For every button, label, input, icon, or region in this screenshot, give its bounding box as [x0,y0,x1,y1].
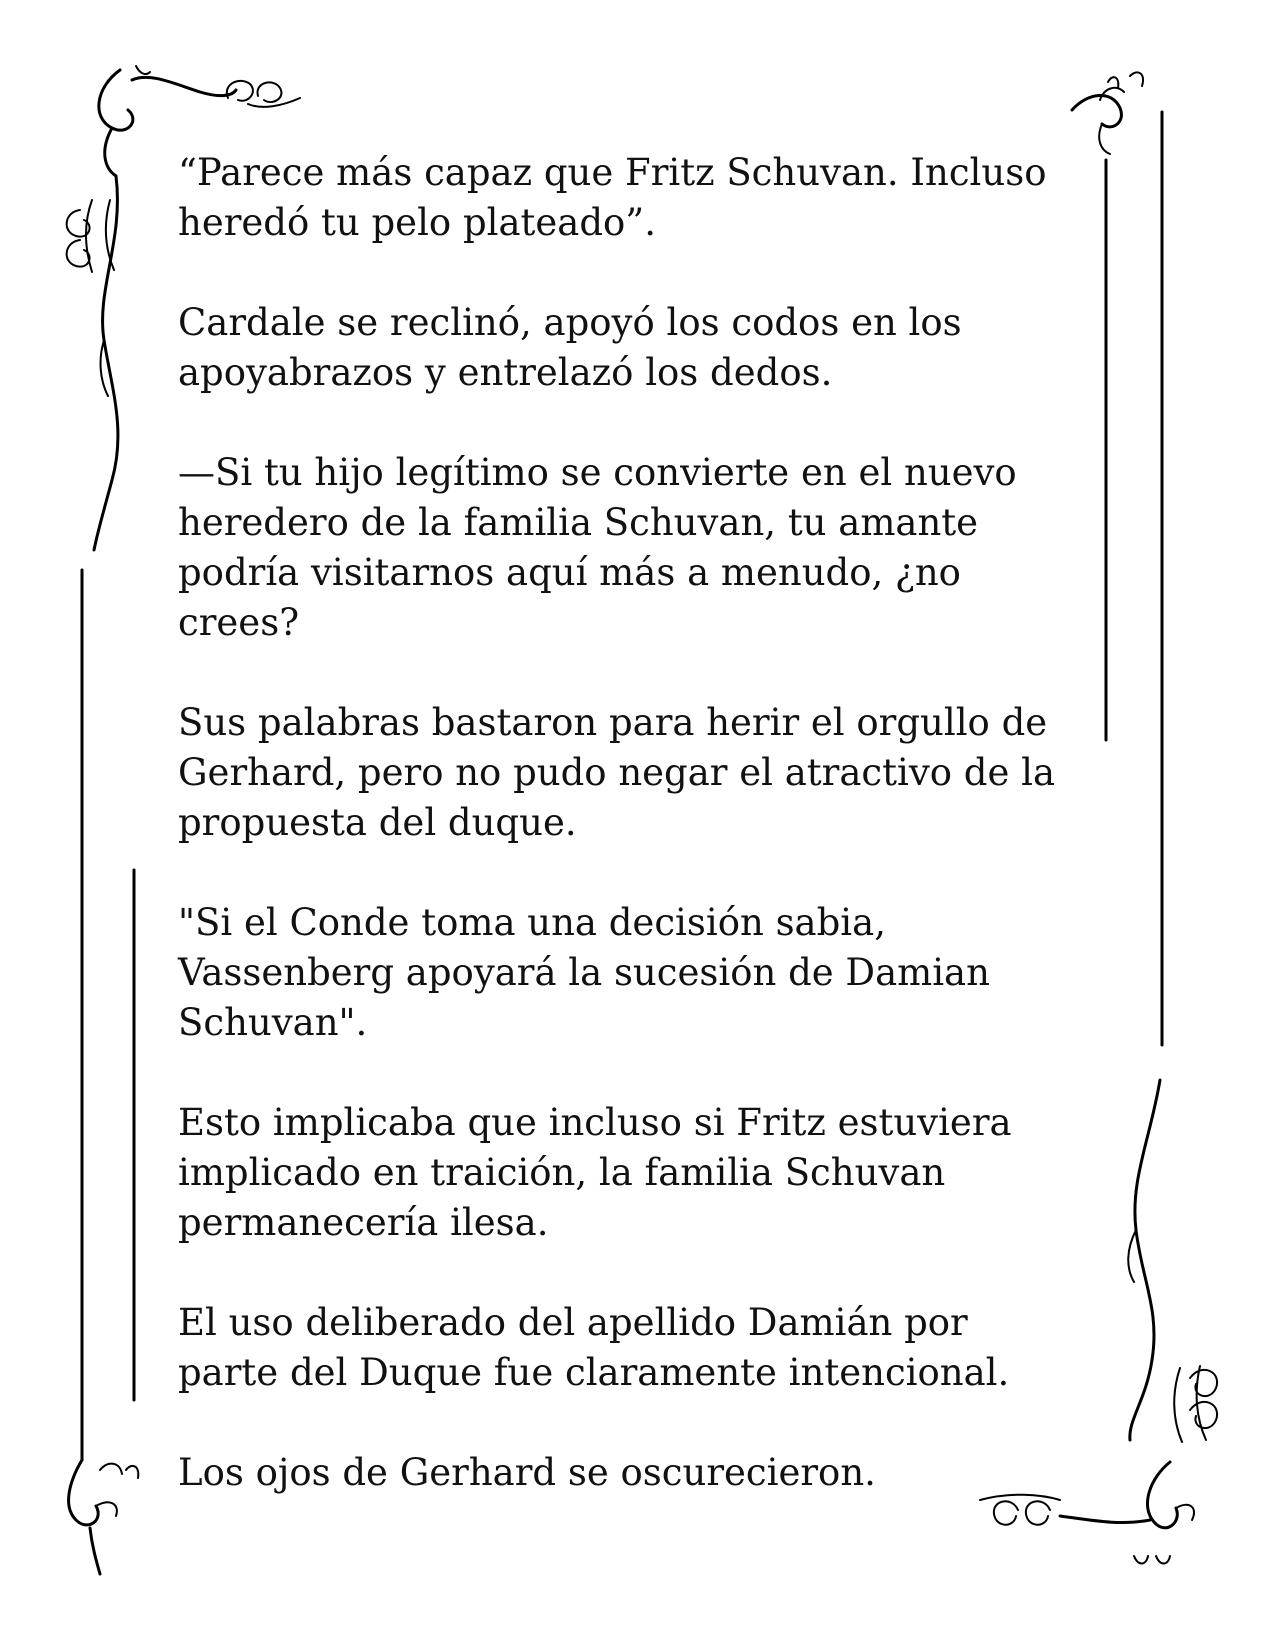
top-right-flourish [1072,72,1143,154]
paragraph: Cardale se reclinó, apoyó los codos en los apoyabrazos y entrelazó los dedos. [178,301,962,394]
right-lower-flourish [1128,1080,1217,1442]
paragraph: El uso deliberado del apellido Damián por parte del Duque fue claramente intencional. [178,1301,1010,1394]
paragraph: Los ojos de Gerhard se oscurecieron. [178,1451,876,1494]
bottom-left-flourish [69,1460,139,1574]
paragraph: "Si el Conde toma una decisión sabia, Vassenberg apoyará la sucesión de Damian Schuvan". [178,901,990,1044]
paragraph: —Si tu hijo legítimo se convierte en el nuevo heredero de la familia Schuvan, tu amante podría visitarnos aquí más a menudo, ¿no crees? [178,451,1017,644]
document-body [178,148,1078,1498]
paragraph: Sus palabras bastaron para herir el orgullo de Gerhard, pero no pudo negar el atractivo de la propuesta del duque. [178,701,1056,844]
paragraph: “Parece más capaz que Fritz Schuvan. Incluso heredó tu pelo plateado”. [178,151,1047,244]
paragraph: Esto implicaba que incluso si Fritz estuviera implicado en traición, la familia Schuvan permanecería ilesa. [178,1101,1012,1244]
